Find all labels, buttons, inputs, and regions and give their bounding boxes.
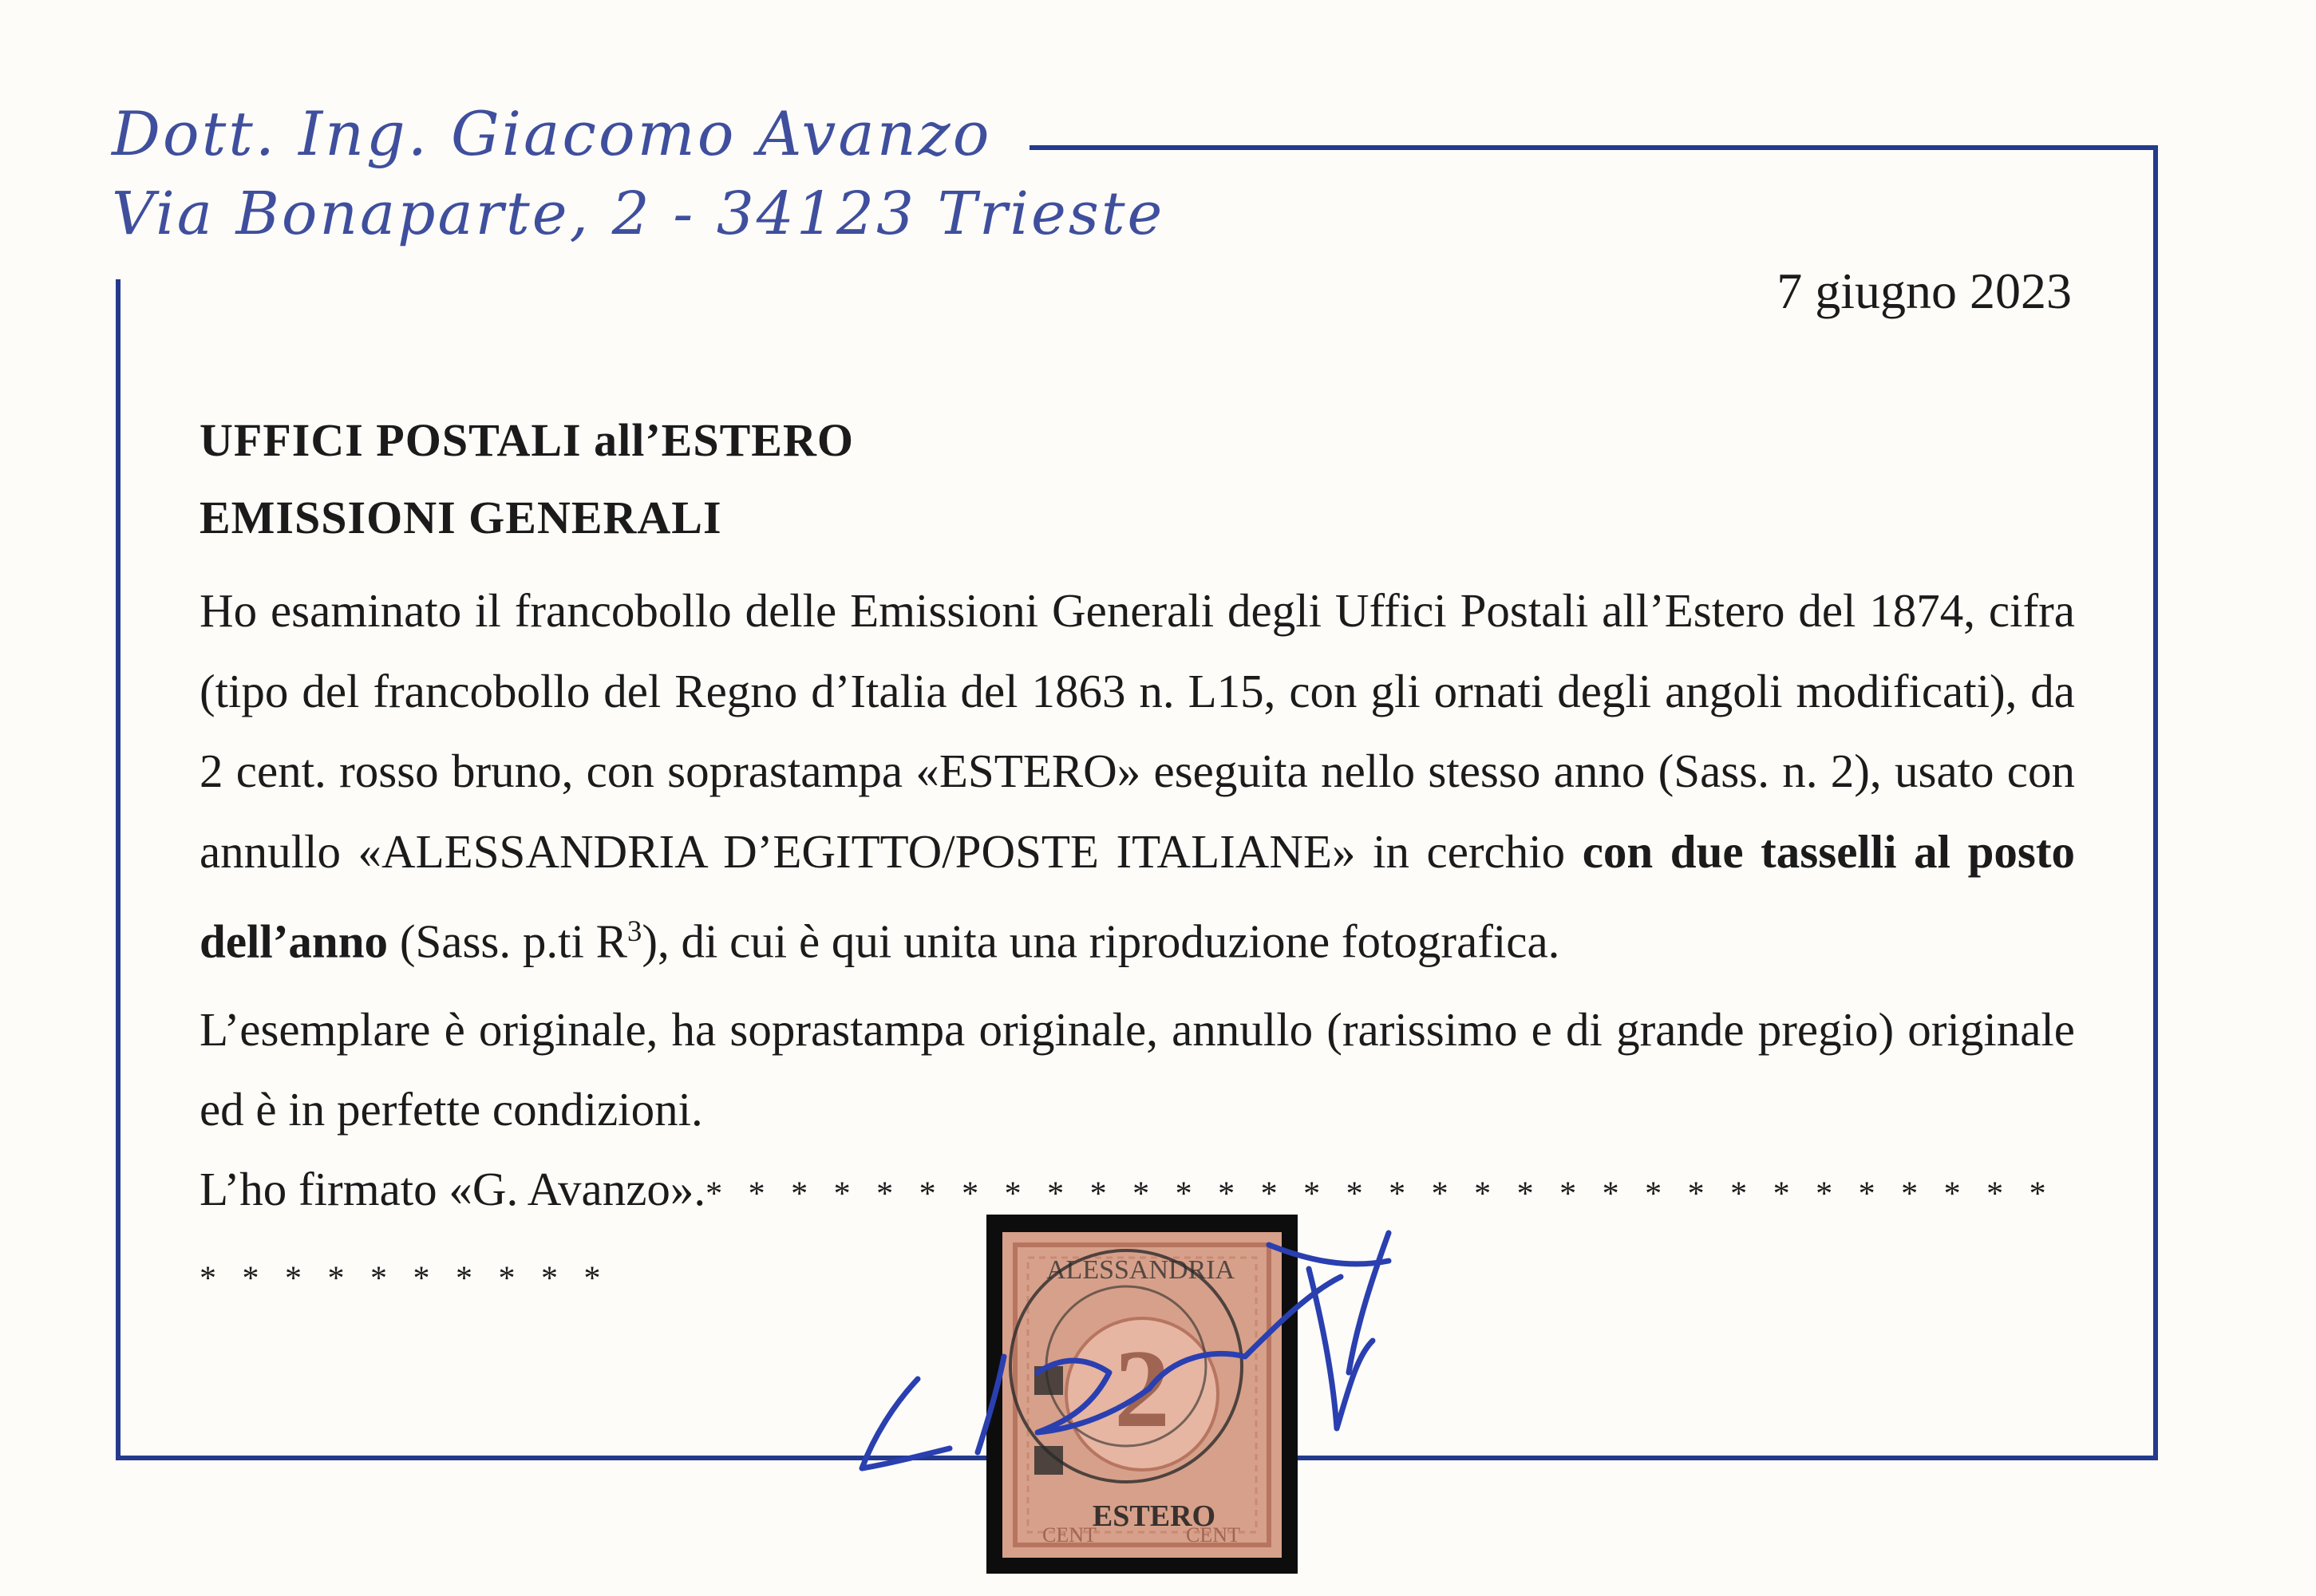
- svg-text:CENT: CENT: [1186, 1523, 1240, 1547]
- rarity-superscript: 3: [627, 915, 642, 947]
- heading-uffici-postali: UFFICI POSTALI all’ESTERO: [200, 414, 854, 466]
- description-text-rarity: (Sass. p.ti R: [399, 915, 628, 968]
- letterhead-name: Dott. Ing. Giacomo Avanzo: [112, 98, 992, 169]
- signed-text: L’ho firmato «G. Avanzo».: [200, 1163, 706, 1215]
- letterhead-address: Via Bonaparte, 2 - 34123 Trieste: [112, 180, 1165, 248]
- heading-emissioni-generali: EMISSIONI GENERALI: [200, 492, 722, 543]
- description-text: Ho esaminato il francobollo delle Emissioni Generali degli Uffici Postali all’Estero del 1874, cifra (tipo del francobollo del Regno d’Italia del 1863 n. L15, con gli ornati degli angoli modificati), da 2 cent. rosso bruno, con soprastampa «ESTERO» eseguita nello stesso anno (Sass. n. 2), usato con annullo «ALESSANDRIA D’EGITTO/POSTE ITALIANE» in cerchio: [200, 584, 2075, 878]
- postmark-text: ALESSANDRIA: [1046, 1255, 1235, 1285]
- frame-border-left: [116, 279, 121, 1460]
- description-paragraph: [200, 571, 2075, 982]
- svg-text:2: 2: [1114, 1327, 1170, 1451]
- condition-paragraph: L’esemplare è originale, ha soprastampa originale, annullo (rarissimo e di grande pregio) originale ed è in perfette condizioni.: [200, 1003, 2075, 1136]
- svg-text:CENT: CENT: [1042, 1523, 1097, 1547]
- stamp-image: [986, 1215, 1298, 1574]
- description-bold-text: con due tasselli al posto dell’anno: [200, 824, 2075, 968]
- frame-border-right: [2153, 145, 2158, 1460]
- stamp-photo: [986, 1215, 1298, 1574]
- frame-border-top: [1030, 145, 2158, 150]
- certificate-date: 7 giugno 2023: [1777, 263, 2072, 319]
- overprint-text: ESTERO: [1092, 1499, 1216, 1533]
- letterhead: [112, 94, 1164, 254]
- description-text-end: ), di cui è qui unita una riproduzione fotografica.: [642, 915, 1560, 968]
- star-filler: * * * * * * * * * * * * * * * * * * * * * * * * * * * * * * * * * * * * * * * * * *: [200, 1175, 2055, 1298]
